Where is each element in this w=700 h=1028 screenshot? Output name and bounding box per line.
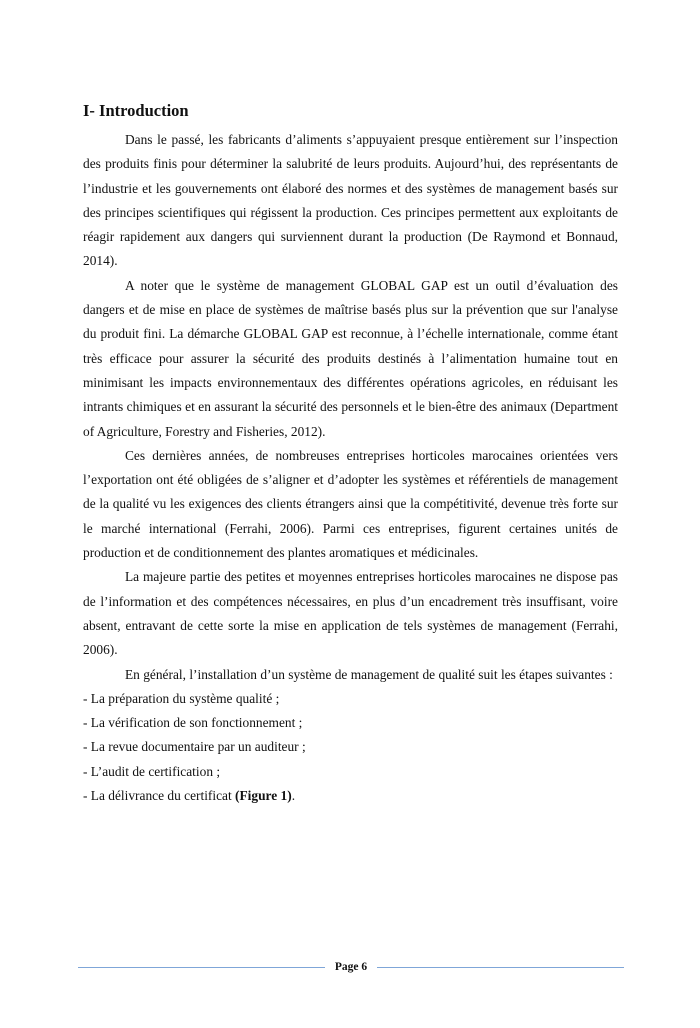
page-number: Page 6 [334, 961, 368, 973]
steps-list [83, 687, 618, 808]
step-item-3: - La revue documentaire par un auditeur ; [83, 739, 306, 755]
footer-rule-right [377, 967, 624, 968]
step-item-5-suffix: . [291, 788, 296, 804]
step-item-4: - L’audit de certification ; [83, 763, 221, 779]
paragraph-1: Dans le passé, les fabricants d’aliments s’appuyaient presque entièrement sur l’inspection des produits finis pour déterminer la salubrité de leurs produits. Aujourd’hui, des représentants de l’industrie et les gouvernements ont élaboré des normes et des systèmes de management basés sur des principes scientifiques qui régissent la production. Ces principes permettent aux exploitants de réagir rapidement aux dangers qui surviennent durant la production (De Raymond et Bonnaud, 2014). [83, 132, 618, 269]
page-footer [78, 958, 624, 976]
step-item-1: - La préparation du système qualité ; [83, 690, 280, 706]
document-page [83, 100, 618, 808]
section-heading: I- Introduction [83, 101, 189, 120]
step-item-2: - La vérification de son fonctionnement ; [83, 715, 303, 731]
paragraph-4: La majeure partie des petites et moyennes entreprises horticoles marocaines ne dispose pas de l’information et des compétences nécessaires, en plus d’un encadrement très insuffisant, voire absent, entravant de cette sorte la mise en application de tels systèmes de management (Ferrahi, 2006). [83, 569, 618, 658]
step-item-5-text: - La délivrance du certificat [83, 788, 236, 804]
paragraph-5: En général, l’installation d’un système de management de qualité suit les étapes suivantes : [125, 666, 613, 682]
footer-rule-left [78, 967, 325, 968]
paragraph-2: A noter que le système de management GLOBAL GAP est un outil d’évaluation des dangers et de mise en place de systèmes de maîtrise basés plus sur la prévention que sur l'analyse du produit fini. La démarche GLOBAL GAP est reconnue, à l’échelle internationale, comme étant très efficace pour assurer la sécurité des produits destinés à l’alimentation humaine tout en minimisant les impacts environnementaux des différentes opérations agricoles, en réduisant les intrants chimiques et en assurant la sécurité des personnels et le bien-être des animaux (Department of Agriculture, Forestry and Fisheries, 2012). [83, 277, 618, 439]
figure-reference: (Figure 1) [235, 788, 292, 804]
step-item-5 [83, 784, 618, 808]
paragraph-3: Ces dernières années, de nombreuses entreprises horticoles marocaines orientées vers l’exportation ont été obligées de s’aligner et d’adopter les systèmes et référentiels de management de la qualité vu les exigences des clients étrangers ainsi que la compétitivité, devenue très forte sur le marché international (Ferrahi, 2006). Parmi ces entreprises, figurent certaines unités de production et de conditionnement des plantes aromatiques et médicinales. [83, 447, 618, 561]
